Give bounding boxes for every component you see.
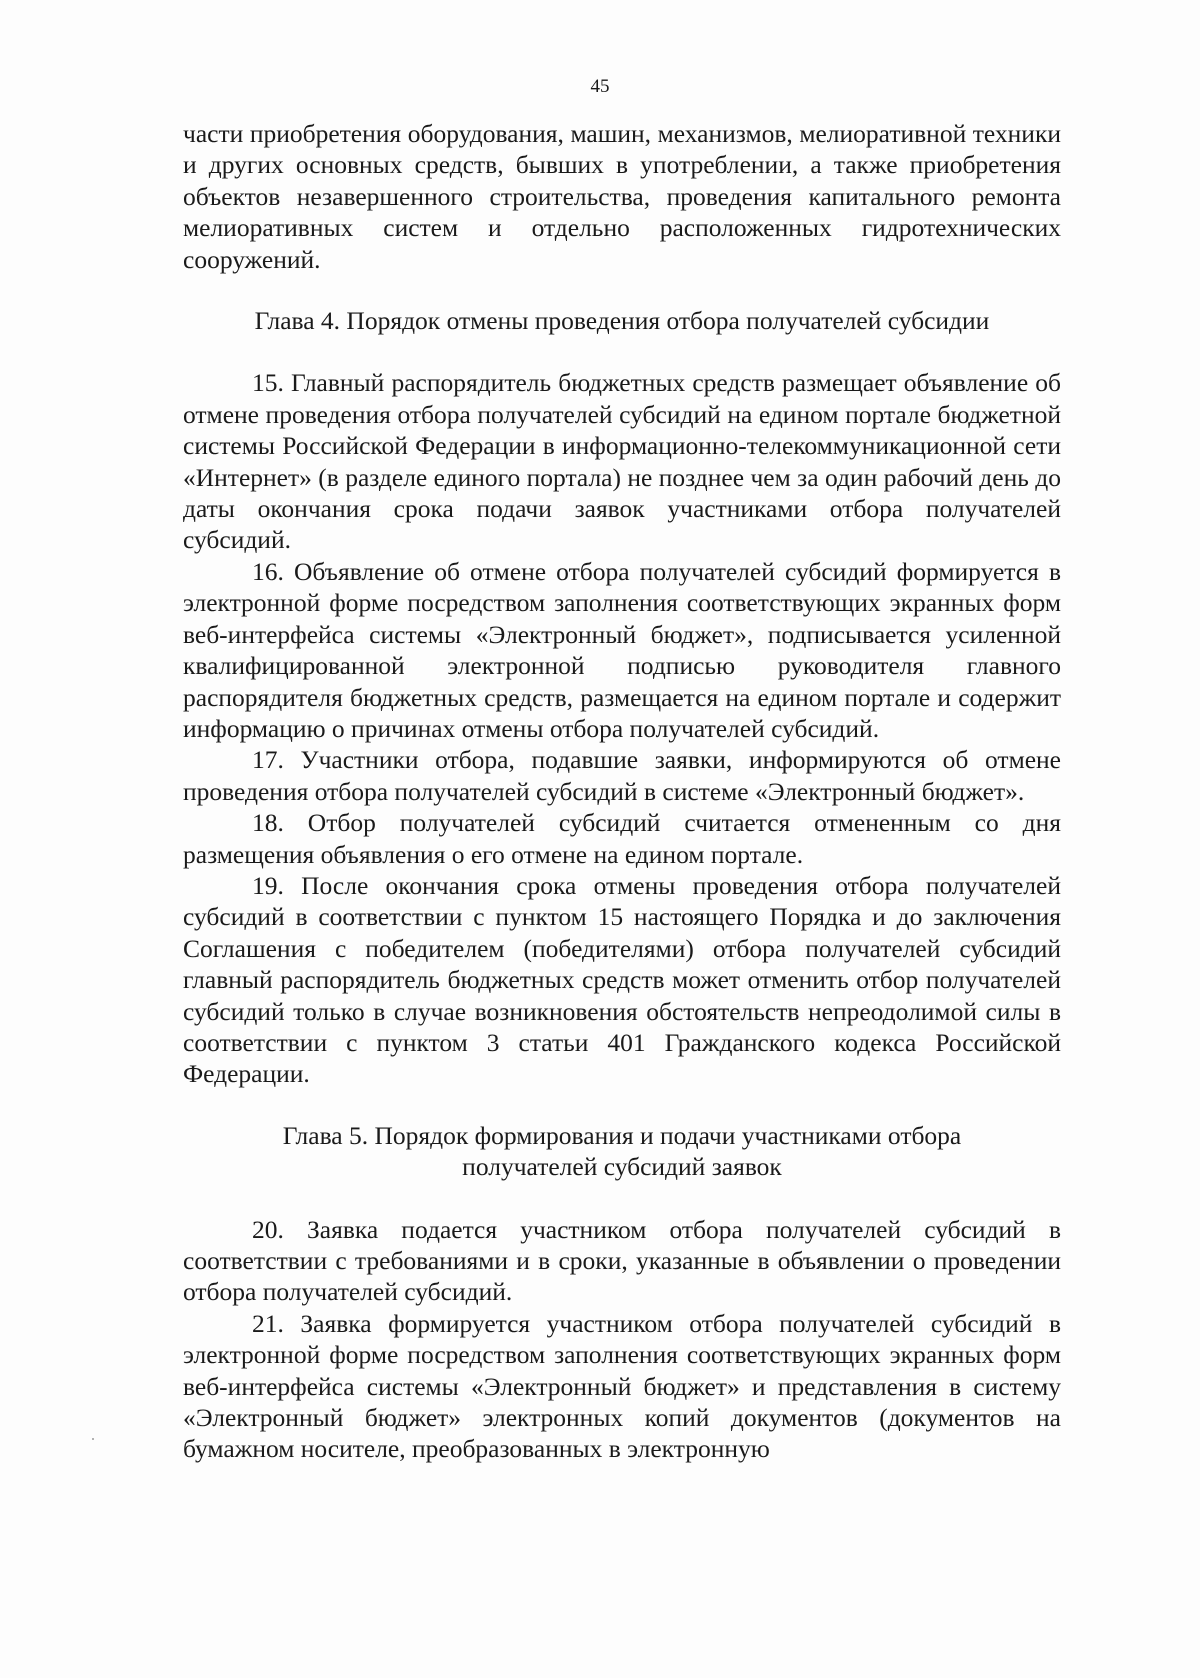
paragraph-17: 17. Участники отбора, подавшие заявки, информируются об отмене проведения отбора получателей субсидий в системе «Электронный бюджет». <box>183 745 1061 806</box>
scan-speck-mark <box>92 1438 94 1440</box>
chapter-5-heading-line-1: Глава 5. Порядок формирования и подачи участниками отбора <box>282 1120 962 1150</box>
chapter-5-heading-line-2: получателей субсидий заявок <box>462 1152 782 1182</box>
chapter-5-heading <box>183 1120 1061 1183</box>
chapter-4-heading: Глава 4. Порядок отмены проведения отбора получателей субсидии <box>254 306 990 336</box>
page-number: 45 <box>590 76 610 97</box>
paragraph-18: 18. Отбор получателей субсидий считается отмененным со дня размещения объявления о его отмене на едином портале. <box>183 808 1061 869</box>
document-body <box>183 118 1061 1465</box>
paragraph-15: 15. Главный распорядитель бюджетных средств размещает объявление об отмене проведения отбора получателей субсидий на едином портале бюджетной системы Российской Федерации в информационно-телекоммуникационной сети «Интернет» (в разделе единого портала) не позднее чем за один рабочий день до даты окончания срока подачи заявок участниками отбора получателей субсидий. <box>183 368 1061 555</box>
paragraph-16: 16. Объявление об отмене отбора получателей субсидий формируется в электронной форме посредством заполнения соответствующих экранных форм веб-интерфейса системы «Электронный бюджет», подписывается усиленной квалифицированной электронной подписью руководителя главного распорядителя бюджетных средств, размещается на едином портале и содержит информацию о причинах отмены отбора получателей субсидий. <box>183 556 1061 743</box>
paragraph-21: 21. Заявка формируется участником отбора получателей субсидий в электронной форме посредством заполнения соответствующих экранных форм веб-интерфейса системы «Электронный бюджет» и представления в систему «Электронный бюджет» электронных копий документов (документов на бумажном носителе, преобразованных в электронную <box>183 1308 1061 1464</box>
paragraph-19: 19. После окончания срока отмены проведения отбора получателей субсидий в соответствии с пунктом 15 настоящего Порядка и до заключения Соглашения с победителем (победителями) отбора получателей субсидий главный распорядитель бюджетных средств может отменить отбор получателей субсидий только в случае возникновения обстоятельств непреодолимой силы в соответствии с пунктом 3 статьи 401 Гражданского кодекса Российской Федерации. <box>183 870 1061 1089</box>
paragraph-intro-continuation: части приобретения оборудования, машин, механизмов, мелиоративной техники и других основных средств, бывших в употреблении, а также приобретения объектов незавершенного строительства, проведения капитального ремонта мелиоративных систем и отдельно расположенных гидротехнических сооружений. <box>183 119 1061 274</box>
paragraph-20: 20. Заявка подается участником отбора получателей субсидий в соответствии с требованиями и в сроки, указанные в объявлении о проведении отбора получателей субсидий. <box>183 1214 1061 1307</box>
